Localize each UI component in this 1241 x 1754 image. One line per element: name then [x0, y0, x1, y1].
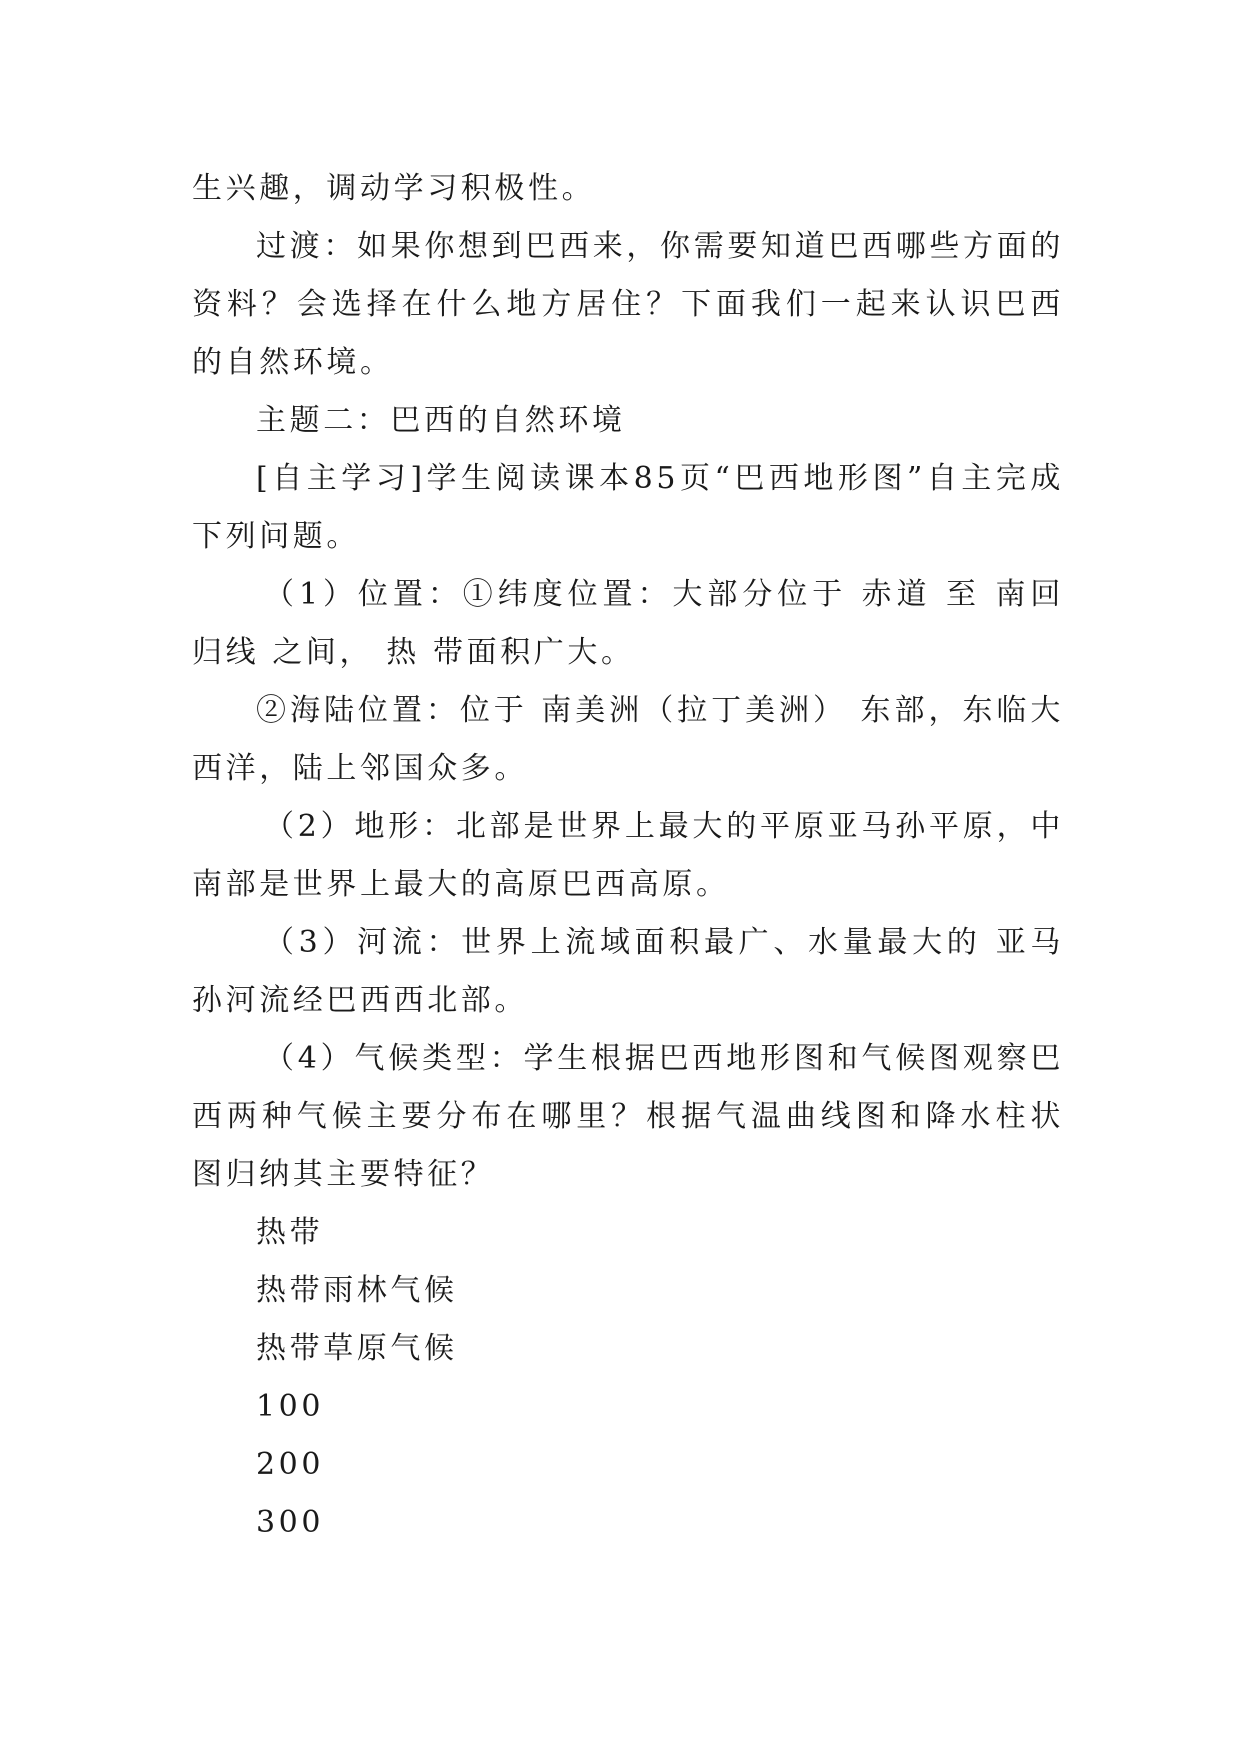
list-item: 300 — [256, 1505, 325, 1540]
section-heading-theme-two: 主题二：巴西的自然环境 — [256, 403, 626, 438]
paragraph-location: （1）位置：①纬度位置：大部分位于 赤道 至 南回归线 之间， 热 带面积广大。 — [192, 577, 1064, 670]
paragraph-rivers: （3）河流：世界上流域面积最广、水量最大的 亚马孙河流经巴西西北部。 — [192, 925, 1064, 1018]
paragraph-continuation: 生兴趣，调动学习积极性。 — [192, 171, 596, 206]
list-item: 热带草原气候 — [256, 1331, 458, 1366]
list-item: 200 — [256, 1447, 325, 1482]
list-item: 热带 — [256, 1215, 324, 1250]
paragraph-transition: 过渡：如果你想到巴西来，你需要知道巴西哪些方面的资料？会选择在什么地方居住？下面我们一起来认识巴西的自然环境。 — [192, 229, 1064, 380]
paragraph-self-study: [自主学习]学生阅读课本85页“巴西地形图”自主完成下列问题。 — [192, 461, 1064, 554]
list-item: 100 — [256, 1389, 325, 1424]
document-body — [192, 160, 1064, 1552]
list-item: 热带雨林气候 — [256, 1273, 458, 1308]
paragraph-climate: （4）气候类型：学生根据巴西地形图和气候图观察巴西两种气候主要分布在哪里？根据气温曲线图和降水柱状图归纳其主要特征？ — [192, 1041, 1064, 1192]
paragraph-terrain: （2）地形：北部是世界上最大的平原亚马孙平原，中南部是世界上最大的高原巴西高原。 — [192, 809, 1064, 902]
paragraph-sea-land-position: ②海陆位置：位于 南美洲（拉丁美洲） 东部，东临大西洋，陆上邻国众多。 — [192, 693, 1064, 786]
